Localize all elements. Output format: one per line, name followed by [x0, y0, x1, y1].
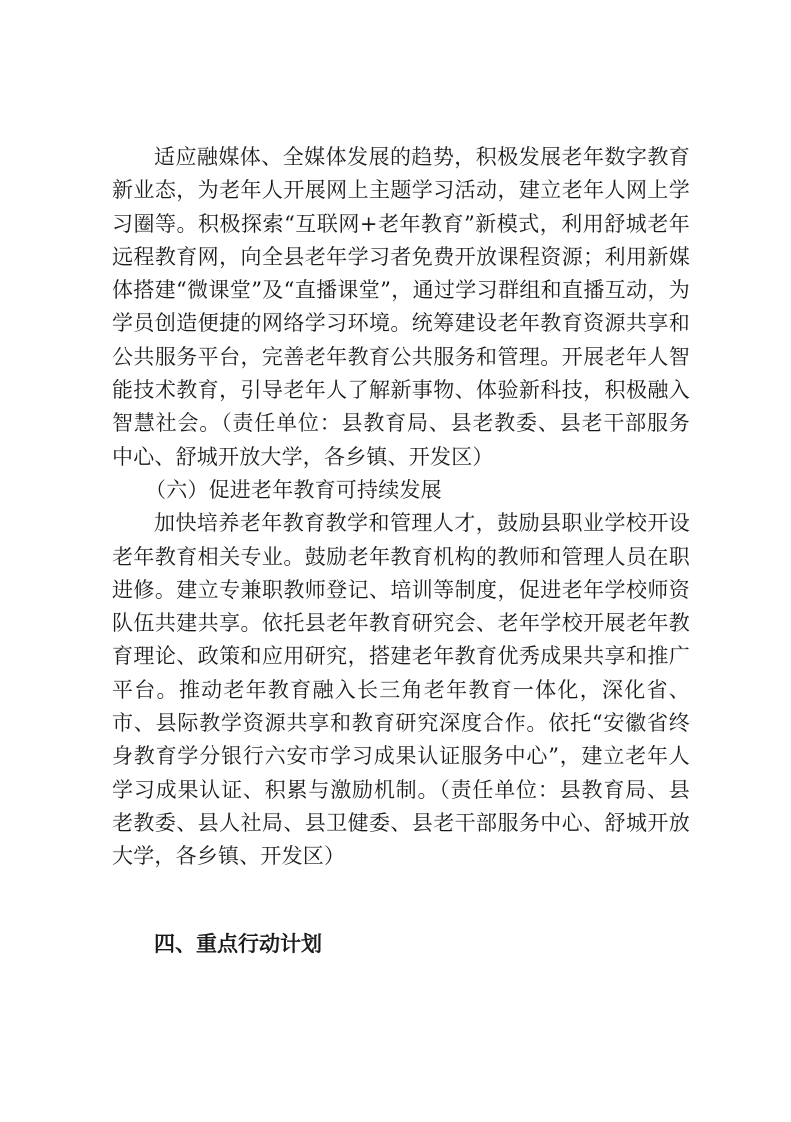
document-body — [112, 141, 690, 874]
paragraph-digital-education: 适应融媒体、全媒体发展的趋势，积极发展老年数字教育新业态，为老年人开展网上主题学习活动，建立老年人网上学习圈等。积极探索“互联网+老年教育”新模式，利用舒城老年远程教育网，向全县老年学习者免费开放课程资源；利用新媒体搭建“微课堂”及“直播课堂”，通过学习群组和直播互动，为学员创造便捷的网络学习环境。统筹建设老年教育资源共享和公共服务平台，完善老年教育公共服务和管理。开展老年人智能技术教育，引导老年人了解新事物、体验新科技，积极融入智慧社会。（责任单位：县教育局、县老教委、县老干部服务中心、舒城开放大学，各乡镇、开发区） — [112, 145, 690, 469]
paragraph-sustainable-development: 加快培养老年教育教学和管理人才，鼓励县职业学校开设老年教育相关专业。鼓励老年教育机构的教师和管理人员在职进修。建立专兼职教师登记、培训等制度，促进老年学校师资队伍共建共享。依托县老年教育研究会、老年学校开展老年教育理论、政策和应用研究，搭建老年教育优秀成果共享和推广平台。推动老年教育融入长三角老年教育一体化，深化省、市、县际教学资源共享和教育研究深度合作。依托“安徽省终身教育学分银行六安市学习成果认证服务中心”，建立老年人学习成果认证、积累与激励机制。（责任单位：县教育局、县老教委、县人社局、县卫健委、县老干部服务中心、舒城开放大学，各乡镇、开发区） — [112, 511, 690, 869]
subheading-sustainable-development: （六）促进老年教育可持续发展 — [145, 477, 442, 502]
section-heading-action-plan: 四、重点行动计划 — [154, 932, 322, 956]
